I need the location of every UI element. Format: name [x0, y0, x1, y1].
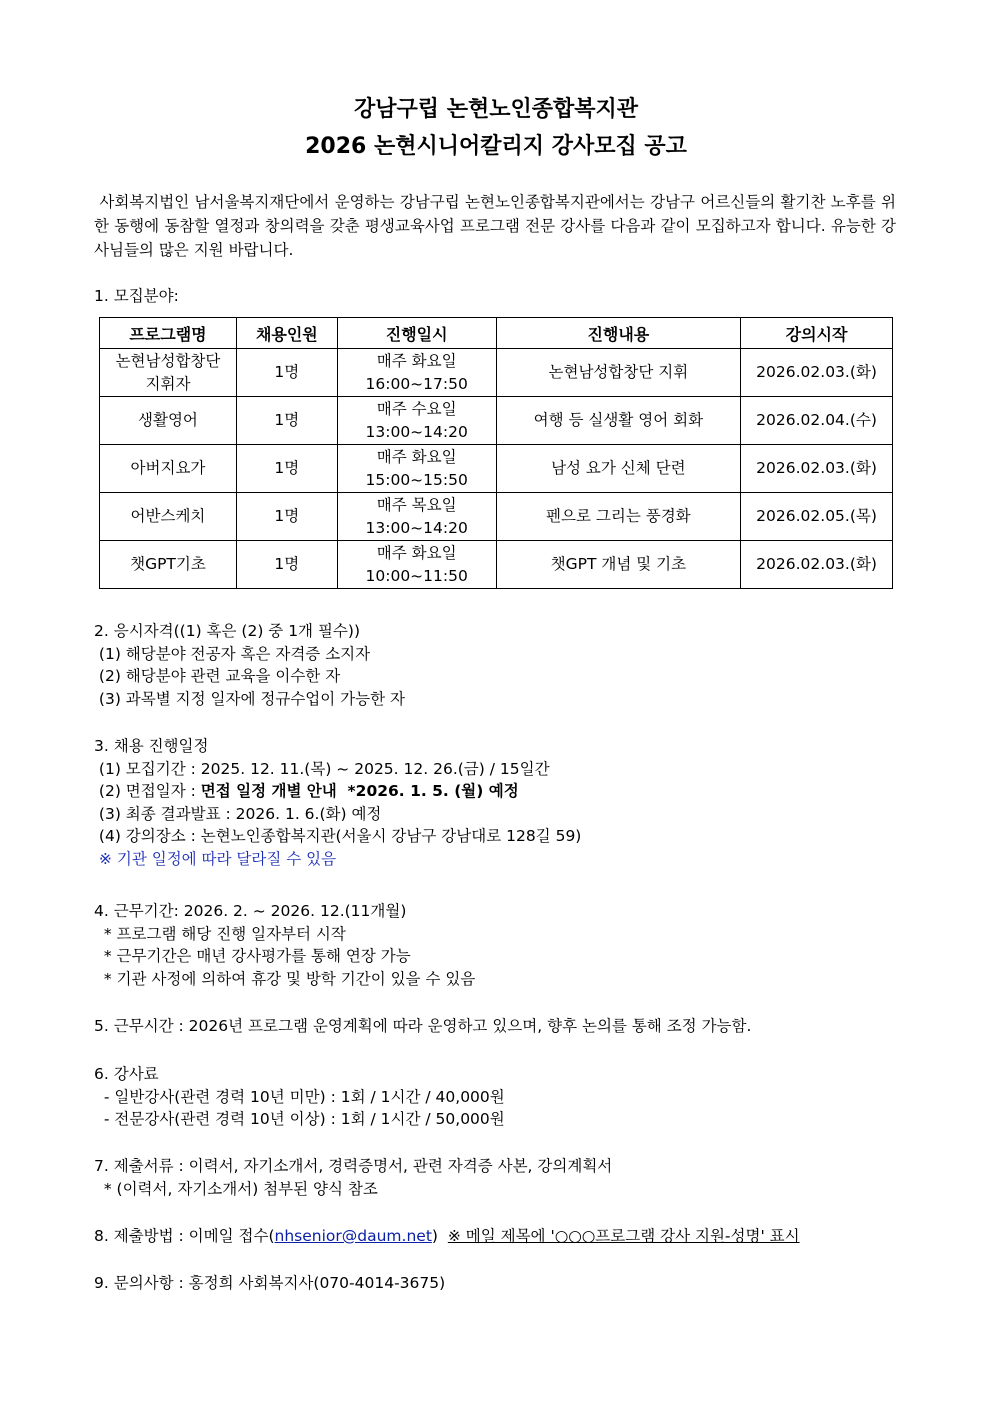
hire-count: 1명 — [236, 349, 337, 397]
table-header-row — [100, 318, 893, 349]
section-4 — [94, 900, 475, 990]
section-7 — [94, 1155, 612, 1200]
hire-count: 1명 — [236, 397, 337, 445]
list-item: - 전문강사(관련 경력 10년 이상) : 1회 / 1시간 / 50,000원 — [94, 1110, 505, 1128]
table-row — [100, 541, 893, 589]
hire-count: 1명 — [236, 445, 337, 493]
table-row — [100, 349, 893, 397]
column-header: 강의시작 — [741, 318, 893, 349]
section-5 — [94, 1015, 751, 1038]
section-1-heading: 1. 모집분야: — [94, 287, 179, 305]
program-table — [99, 317, 893, 589]
start-date: 2026.02.03.(화) — [741, 445, 893, 493]
section-3 — [94, 735, 581, 870]
section-5-heading: 5. 근무시간 : 2026년 프로그램 운영계획에 따라 운영하고 있으며, 향후 논의를 통해 조정 가능함. — [94, 1017, 752, 1035]
list-item: (3) 최종 결과발표 : 2026. 1. 6.(화) 예정 — [94, 804, 382, 823]
schedule: 매주 화요일 10:00~11:50 — [337, 541, 496, 589]
schedule-note: ※ 기관 일정에 따라 달라질 수 있음 — [94, 849, 337, 868]
table-row — [100, 397, 893, 445]
schedule: 매주 화요일 16:00~17:50 — [337, 349, 496, 397]
list-item: (2) 면접일자 : 면접 일정 개별 안내 *2026. 1. 5. (월) 예정 — [94, 782, 519, 800]
list-item: * (이력서, 자기소개서) 첨부된 양식 참조 — [94, 1179, 378, 1198]
section-3-heading: 3. 채용 진행일정 — [94, 737, 209, 755]
hire-count: 1명 — [236, 493, 337, 541]
section-8: 8. 제출방법 : 이메일 접수(nhsenior@daum.net) ※ 메일 제목에 '○○○프로그램 강사 지원-성명' 표시 — [94, 1227, 800, 1245]
column-header: 프로그램명 — [100, 318, 237, 349]
program-content: 챗GPT 개념 및 기초 — [496, 541, 741, 589]
table-row — [100, 493, 893, 541]
program-content: 남성 요가 신체 단련 — [496, 445, 741, 493]
start-date: 2026.02.04.(수) — [741, 397, 893, 445]
column-header: 진행내용 — [496, 318, 741, 349]
list-item: (1) 모집기간 : 2025. 12. 11.(목) ~ 2025. 12. 26.(금) / 15일간 — [94, 759, 550, 778]
title-line-2: 2026 논현시니어칼리지 강사모집 공고 — [305, 134, 687, 159]
schedule: 매주 화요일 15:00~15:50 — [337, 445, 496, 493]
program-name: 생활영어 — [100, 397, 237, 445]
section-4-heading: 4. 근무기간: 2026. 2. ~ 2026. 12.(11개월) — [94, 902, 407, 920]
mail-subject-note: ※ 메일 제목에 '○○○프로그램 강사 지원-성명' 표시 — [447, 1227, 800, 1245]
program-name: 아버지요가 — [100, 445, 237, 493]
schedule: 매주 목요일 13:00~14:20 — [337, 493, 496, 541]
section-6 — [94, 1063, 505, 1131]
start-date: 2026.02.03.(화) — [741, 541, 893, 589]
program-name: 챗GPT기초 — [100, 541, 237, 589]
program-content: 여행 등 실생활 영어 회화 — [496, 397, 741, 445]
intro-paragraph: 사회복지법인 남서울복지재단에서 운영하는 강남구립 논현노인종합복지관에서는 강남구 어르신들의 활기찬 노후를 위한 동행에 동참할 열정과 창의력을 갖춘 평생교육사업 프로그램 전문 강사를 다음과 같이 모집하고자 합니다. 유능한 강사님들의 많은 지원 바랍니다. — [94, 193, 896, 259]
list-item: * 근무기간은 매년 강사평가를 통해 연장 가능 — [94, 947, 411, 965]
section-2-heading: 2. 응시자격((1) 혹은 (2) 중 1개 필수)) — [94, 622, 360, 640]
start-date: 2026.02.05.(목) — [741, 493, 893, 541]
list-item: * 기관 사정에 의하여 휴강 및 방학 기간이 있을 수 있음 — [94, 969, 476, 988]
column-header: 채용인원 — [236, 318, 337, 349]
list-item: (4) 강의장소 : 논현노인종합복지관(서울시 강남구 강남대로 128길 59) — [94, 827, 582, 845]
program-content: 논현남성합창단 지휘 — [496, 349, 741, 397]
hire-count: 1명 — [236, 541, 337, 589]
section-9 — [94, 1272, 445, 1295]
email-link[interactable]: nhsenior@daum.net — [274, 1227, 432, 1245]
list-item: (2) 해당분야 관련 교육을 이수한 자 — [94, 667, 341, 685]
list-item: (1) 해당분야 전공자 혹은 자격증 소지자 — [94, 644, 371, 663]
column-header: 진행일시 — [337, 318, 496, 349]
list-item: * 프로그램 해당 진행 일자부터 시작 — [94, 924, 346, 943]
section-9-heading: 9. 문의사항 : 홍정희 사회복지사(070-4014-3675) — [94, 1274, 446, 1292]
section-2 — [94, 620, 405, 710]
list-item: - 일반강사(관련 경력 10년 미만) : 1회 / 1시간 / 40,000원 — [94, 1087, 505, 1106]
program-name: 논현남성합창단 지휘자 — [100, 349, 237, 397]
start-date: 2026.02.03.(화) — [741, 349, 893, 397]
program-content: 펜으로 그리는 풍경화 — [496, 493, 741, 541]
section-6-heading: 6. 강사료 — [94, 1065, 159, 1083]
interview-note: 면접 일정 개별 안내 *2026. 1. 5. (월) 예정 — [200, 782, 519, 800]
section-7-heading: 7. 제출서류 : 이력서, 자기소개서, 경력증명서, 관련 자격증 사본, 강의계획서 — [94, 1157, 613, 1175]
table-row — [100, 445, 893, 493]
program-name: 어반스케치 — [100, 493, 237, 541]
title-line-1: 강남구립 논현노인종합복지관 — [354, 97, 638, 122]
list-item: (3) 과목별 지정 일자에 정규수업이 가능한 자 — [94, 689, 405, 708]
schedule: 매주 수요일 13:00~14:20 — [337, 397, 496, 445]
